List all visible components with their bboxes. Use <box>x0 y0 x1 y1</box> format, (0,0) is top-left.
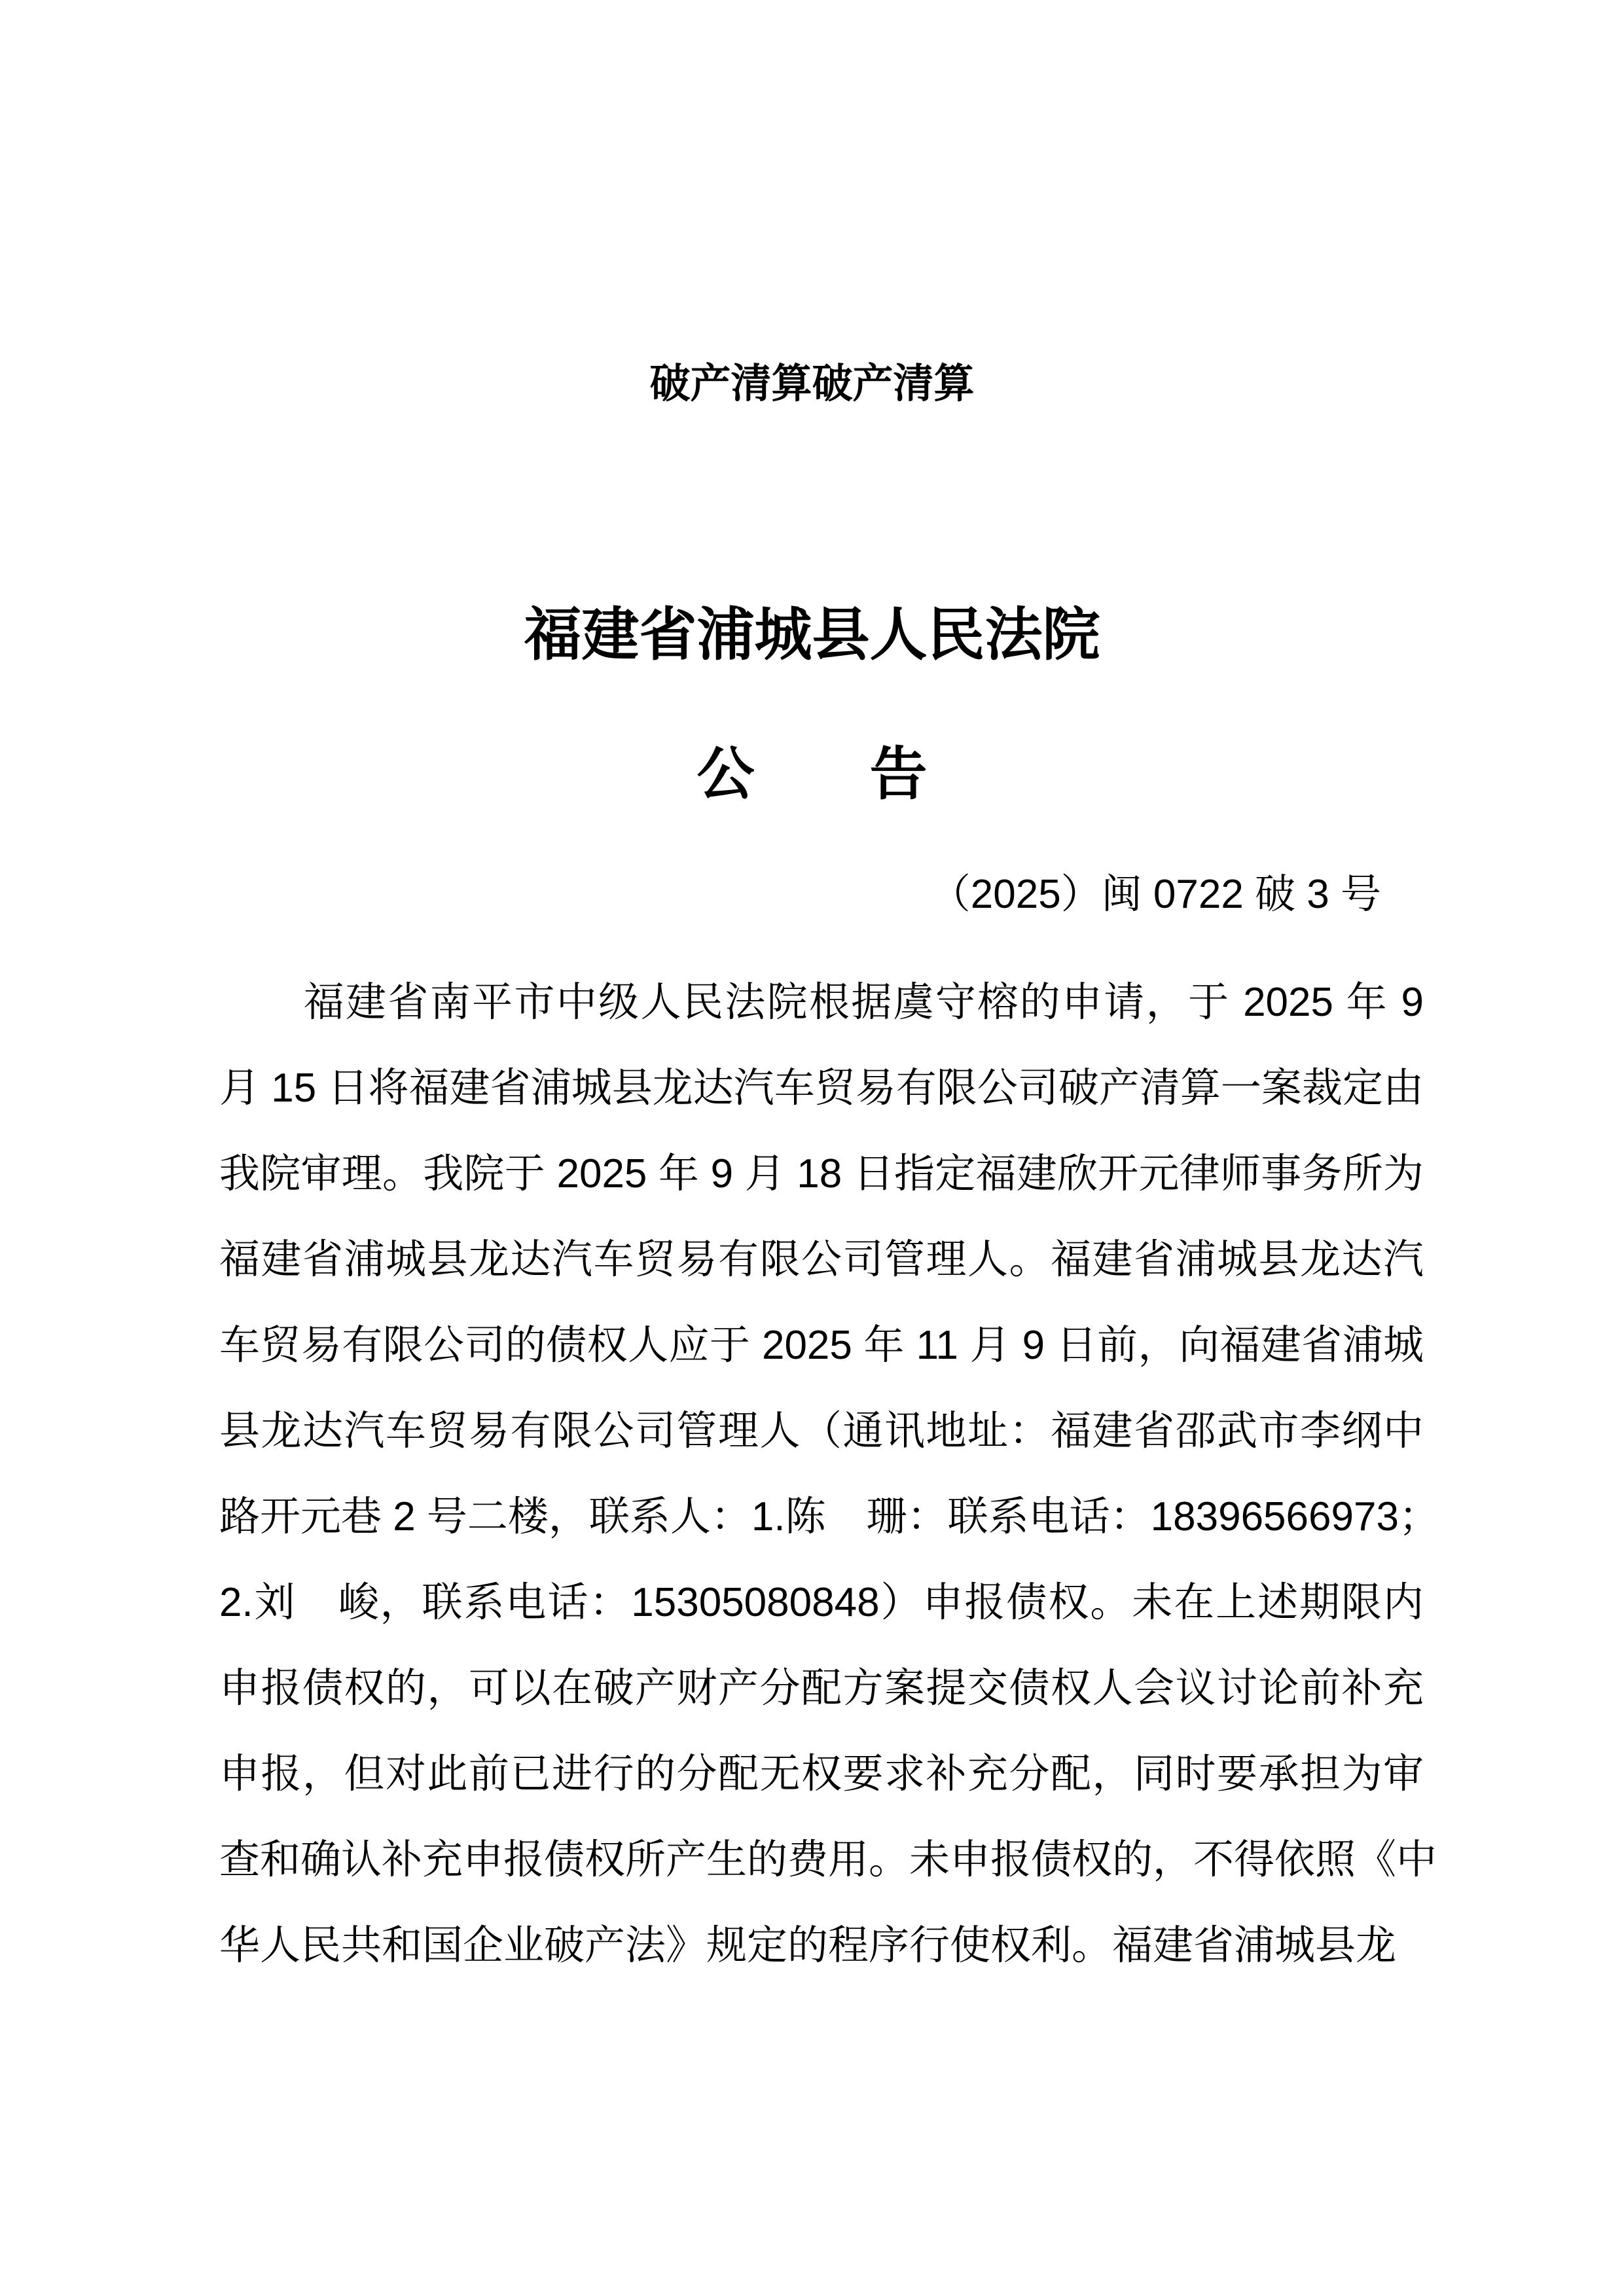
body-line: 2.刘 峻，联系电话：15305080848）申报债权。未在上述期限内 <box>219 1580 1424 1625</box>
page-title: 破产清算破产清算 <box>649 361 975 406</box>
body-line: 路开元巷 2 号二楼，联系人：1.陈 珊：联系电话：18396566973； <box>219 1494 1439 1539</box>
body-line: 申报债权的，可以在破产财产分配方案提交债权人会议讨论前补充 <box>219 1666 1424 1711</box>
body-line: 我院审理。我院于 2025 年 9 月 18 日指定福建欣开元律师事务所为 <box>219 1151 1424 1196</box>
body-line: 车贸易有限公司的债权人应于 2025 年 11 月 9 日前，向福建省浦城 <box>219 1323 1424 1368</box>
case-number: （2025）闽 0722 破 3 号 <box>929 872 1381 917</box>
body-line: 华人民共和国企业破产法》规定的程序行使权利。福建省浦城县龙 <box>219 1923 1397 1968</box>
body-line: 查和确认补充申报债权所产生的费用。未申报债权的，不得依照《中 <box>219 1837 1437 1882</box>
body-line: 申报，但对此前已进行的分配无权要求补充分配，同时要承担为审 <box>219 1751 1424 1797</box>
body-line: 月 15 日将福建省浦城县龙达汽车贸易有限公司破产清算一案裁定由 <box>219 1066 1424 1111</box>
body-line: 县龙达汽车贸易有限公司管理人（通讯地址：福建省邵武市李纲中 <box>219 1408 1424 1454</box>
body-line: 福建省南平市中级人民法院根据虞守榕的申请，于 2025 年 9 <box>219 980 1424 1025</box>
announcement-body <box>219 960 1439 1988</box>
announcement-heading: 公 告 <box>696 742 928 806</box>
court-name-heading: 福建省浦城县人民法院 <box>524 602 1100 667</box>
body-line: 福建省浦城县龙达汽车贸易有限公司管理人。福建省浦城县龙达汽 <box>219 1237 1424 1282</box>
